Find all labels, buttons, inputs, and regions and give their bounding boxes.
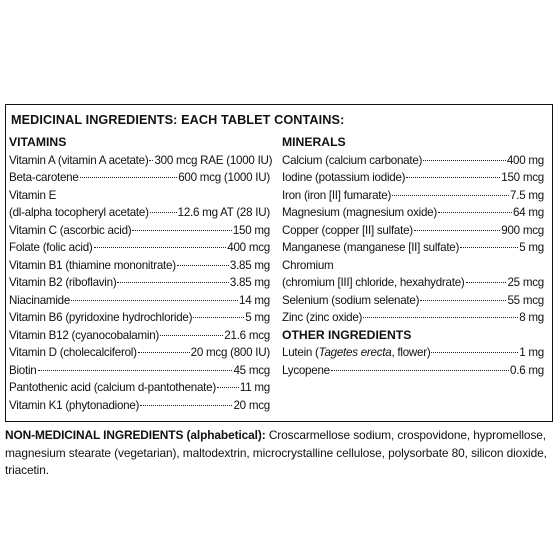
- ingredient-row: [9, 309, 270, 327]
- ingredient-name: Pantothenic acid (calcium d-pantothenate): [9, 381, 216, 394]
- leader-dots: [466, 282, 507, 283]
- ingredient-row: [9, 397, 270, 415]
- ingredient-name: Iodine (potassium iodide): [282, 171, 406, 184]
- ingredient-row: [282, 257, 544, 275]
- ingredient-name: Vitamin A (vitamin A acetate): [9, 153, 149, 167]
- ingredient-row: [282, 344, 544, 362]
- ingredient-name: Zinc (zinc oxide): [282, 311, 363, 324]
- minerals-title: MINERALS: [282, 135, 346, 149]
- ingredient-value: 300 mcg RAE (1000 IU): [154, 153, 273, 167]
- ingredient-value: 12.6 mg AT (28 IU): [177, 206, 270, 219]
- ingredient-row: [9, 169, 270, 187]
- ingredient-value: 900 mcg: [501, 223, 544, 237]
- ingredient-name: Vitamin B6 (pyridoxine hydrochloride): [9, 311, 193, 324]
- ingredient-value: 5 mg: [519, 241, 544, 254]
- leader-dots: [117, 282, 228, 283]
- medicinal-ingredients-panel: [5, 104, 553, 422]
- leader-dots: [217, 387, 239, 388]
- ingredient-value: 45 mcg: [233, 363, 270, 377]
- lutein-name-suffix: , flower): [391, 346, 431, 359]
- ingredient-row: [9, 239, 270, 257]
- ingredient-name: Vitamin B1 (thiamine mononitrate): [9, 258, 176, 272]
- ingredient-name: Magnesium (magnesium oxide): [282, 206, 437, 219]
- leader-dots: [138, 352, 190, 353]
- leader-dots: [431, 352, 518, 353]
- ingredient-value: 3.85 mg: [229, 276, 270, 289]
- ingredient-name: Folate (folic acid): [9, 241, 93, 254]
- ingredient-name: Vitamin K1 (phytonadione): [9, 398, 140, 412]
- ingredient-row: [9, 187, 270, 205]
- ingredient-row: [9, 274, 270, 292]
- ingredient-value: 1 mg: [519, 346, 544, 359]
- vitamins-title: VITAMINS: [9, 135, 67, 149]
- ingredient-row: [282, 309, 544, 327]
- ingredient-name: Vitamin B2 (riboflavin): [9, 276, 117, 289]
- ingredient-name: Niacinamide: [9, 293, 71, 307]
- ingredient-row: [9, 257, 270, 275]
- vitamins-column: [9, 134, 273, 414]
- ingredient-name: Selenium (sodium selenate): [282, 293, 420, 307]
- ingredient-value: 5 mg: [245, 311, 270, 324]
- leader-dots: [149, 160, 153, 161]
- ingredient-row: [282, 292, 544, 310]
- ingredient-row: [282, 274, 544, 292]
- non-medicinal-text: Croscarmellose sodium, crospovidone, hypromellose, magnesium stearate (vegetarian), maltodextrin, microcrystalline cellulose, polysorbate 80, silicon dioxide, triacetin.: [5, 428, 547, 477]
- leader-dots: [140, 405, 232, 406]
- ingredient-row: [9, 344, 270, 362]
- ingredient-value: 400 mcg: [227, 241, 270, 254]
- ingredient-row: [9, 379, 270, 397]
- leader-dots: [423, 160, 506, 161]
- ingredient-name: Vitamin E: [9, 188, 57, 202]
- leader-dots: [438, 212, 512, 213]
- ingredient-row: [9, 327, 270, 345]
- ingredient-value: 0.6 mg: [510, 363, 544, 377]
- ingredient-name: (chromium [III] chloride, hexahydrate): [282, 276, 465, 289]
- ingredient-value: 8 mg: [519, 311, 544, 324]
- ingredient-name: Beta-carotene: [9, 171, 79, 184]
- ingredient-value: 14 mg: [239, 293, 270, 307]
- ingredient-row: [282, 362, 544, 380]
- minerals-column: [282, 134, 544, 379]
- ingredient-value: 64 mg: [513, 206, 544, 219]
- ingredient-name: Vitamin B12 (cyanocobalamin): [9, 328, 160, 342]
- ingredient-name: (dl-alpha tocopheryl acetate): [9, 206, 149, 219]
- ingredient-row: [282, 239, 544, 257]
- other-ingredients-title: OTHER INGREDIENTS: [282, 327, 412, 342]
- ingredient-row: [282, 187, 544, 205]
- ingredient-row: [282, 204, 544, 222]
- non-medicinal-label: NON-MEDICINAL INGREDIENTS (alphabetical):: [5, 428, 266, 442]
- ingredient-value: 20 mcg (800 IU): [190, 346, 270, 359]
- leader-dots: [177, 265, 229, 266]
- ingredient-value: 21.6 mcg: [224, 328, 270, 342]
- ingredient-name: Vitamin D (cholecalciferol): [9, 346, 137, 359]
- leader-dots: [38, 370, 233, 371]
- ingredient-row: [282, 222, 544, 240]
- ingredient-name: Chromium: [282, 258, 334, 272]
- lutein-name-prefix: Lutein (: [282, 346, 319, 359]
- leader-dots: [460, 247, 518, 248]
- non-medicinal-ingredients: [5, 427, 553, 480]
- ingredient-row: [9, 292, 270, 310]
- ingredient-value: 55 mcg: [507, 293, 544, 307]
- ingredient-name: [282, 344, 430, 362]
- leader-dots: [406, 177, 500, 178]
- panel-heading: MEDICINAL INGREDIENTS: EACH TABLET CONTAINS:: [11, 112, 345, 127]
- leader-dots: [392, 195, 509, 196]
- ingredient-name: Biotin: [9, 363, 37, 377]
- ingredient-value: 11 mg: [239, 381, 270, 394]
- leader-dots: [150, 212, 177, 213]
- ingredient-value: 25 mcg: [507, 276, 544, 289]
- ingredient-value: 20 mcg: [233, 398, 270, 412]
- ingredient-value: 400 mg: [506, 153, 544, 167]
- ingredient-name: Iron (iron [II] fumarate): [282, 188, 392, 202]
- ingredient-name: Copper (copper [II] sulfate): [282, 223, 413, 237]
- ingredient-row: [9, 222, 270, 240]
- ingredient-name: Vitamin C (ascorbic acid): [9, 223, 132, 237]
- leader-dots: [420, 300, 506, 301]
- ingredient-value: 150 mcg: [501, 171, 544, 184]
- ingredient-name: Lycopene: [282, 363, 330, 377]
- ingredient-value: 150 mg: [232, 223, 270, 237]
- leader-dots: [160, 335, 223, 336]
- leader-dots: [71, 300, 238, 301]
- ingredient-name: Manganese (manganese [II] sulfate): [282, 241, 460, 254]
- leader-dots: [80, 177, 178, 178]
- leader-dots: [331, 370, 509, 371]
- leader-dots: [414, 230, 500, 231]
- ingredient-value: 3.85 mg: [229, 258, 270, 272]
- leader-dots: [193, 317, 244, 318]
- ingredient-row: [9, 204, 270, 222]
- ingredient-row: [9, 152, 273, 170]
- ingredient-value: 7.5 mg: [510, 188, 544, 202]
- ingredient-value: 600 mcg (1000 IU): [178, 171, 270, 184]
- leader-dots: [363, 317, 518, 318]
- lutein-species: Tagetes erecta: [318, 346, 392, 359]
- ingredient-name: Calcium (calcium carbonate): [282, 153, 423, 167]
- ingredient-row: [282, 169, 544, 187]
- leader-dots: [94, 247, 227, 248]
- ingredient-row: [282, 152, 544, 170]
- ingredient-row: [9, 362, 270, 380]
- leader-dots: [132, 230, 231, 231]
